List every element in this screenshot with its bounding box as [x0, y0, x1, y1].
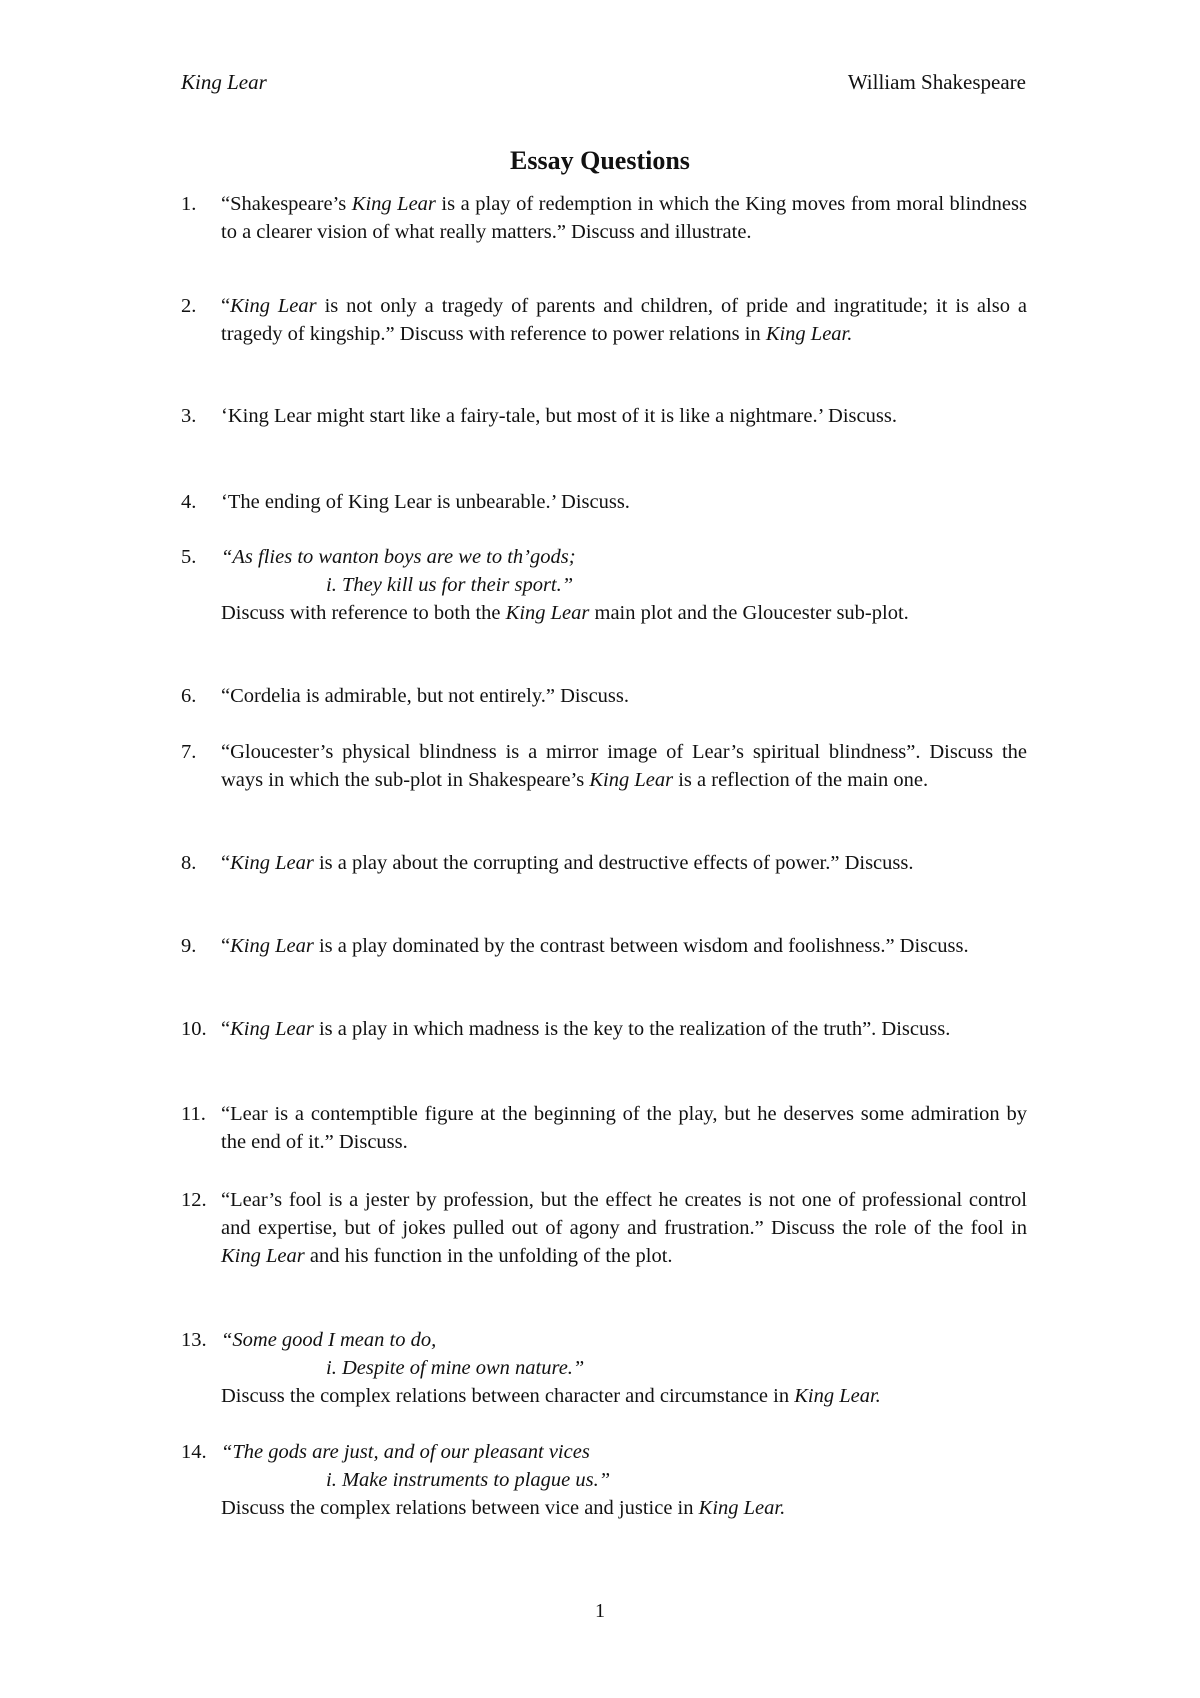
question-text: “King Lear is a play dominated by the contrast between wisdom and foolishness.” Discuss.: [221, 935, 969, 957]
question-text: “Shakespeare’s King Lear is a play of redemption in which the King moves from moral blindness to a clearer vision of what really matters.” Discuss and illustrate.: [221, 193, 1027, 243]
question-item: [181, 1186, 1027, 1270]
quote-line: “Some good I mean to do,: [221, 1329, 437, 1351]
question-item: [181, 1326, 1027, 1410]
question-text: ‘King Lear might start like a fairy-tale, but most of it is like a nightmare.’ Discuss.: [221, 405, 897, 427]
question-number: 2.: [181, 295, 197, 317]
question-number: 1.: [181, 193, 197, 215]
question-item: [181, 543, 1027, 627]
quote-line: i. Make instruments to plague us.”: [326, 1469, 611, 1491]
question-item: [181, 488, 1027, 516]
page-number: 1: [595, 1600, 605, 1622]
question-item: [181, 932, 1027, 960]
question-text: “Lear is a contemptible figure at the beginning of the play, but he deserves some admiration by the end of it.” Discuss.: [221, 1103, 1027, 1153]
question-prompt: Discuss the complex relations between character and circumstance in King Lear.: [221, 1385, 881, 1407]
question-number: 12.: [181, 1189, 207, 1211]
question-number: 13.: [181, 1329, 207, 1351]
question-number: 5.: [181, 546, 197, 568]
question-number: 8.: [181, 852, 197, 874]
question-text: “Lear’s fool is a jester by profession, but the effect he creates is not one of professional control and expertise, but of jokes pulled out of agony and frustration.” Discuss the role of the fool in King Lear and his function in the unfolding of the plot.: [221, 1189, 1027, 1267]
question-number: 14.: [181, 1441, 207, 1463]
question-text: “King Lear is not only a tragedy of parents and children, of pride and ingratitude; it is also a tragedy of kingship.” Discuss with reference to power relations in King Lear.: [221, 295, 1027, 345]
question-item: [181, 849, 1027, 877]
question-text: “Gloucester’s physical blindness is a mirror image of Lear’s spiritual blindness”. Discuss the ways in which the sub-plot in Shakespeare’s King Lear is a reflection of the main one.: [221, 741, 1027, 791]
question-text: [221, 1326, 1027, 1410]
quote-line: i. Despite of mine own nature.”: [326, 1357, 585, 1379]
question-text: [221, 543, 1027, 627]
quote-line: “The gods are just, and of our pleasant vices: [221, 1441, 590, 1463]
header-author: William Shakespeare: [847, 70, 1026, 94]
quote-line: i. They kill us for their sport.”: [326, 574, 574, 596]
question-item: [181, 682, 1027, 710]
question-item: [181, 402, 1027, 430]
question-item: [181, 738, 1027, 794]
question-text: [221, 1438, 1027, 1522]
question-text: ‘The ending of King Lear is unbearable.’ Discuss.: [221, 491, 630, 513]
question-number: 7.: [181, 741, 197, 763]
quote-line: “As flies to wanton boys are we to th’gods;: [221, 546, 576, 568]
question-number: 10.: [181, 1018, 207, 1040]
question-item: [181, 292, 1027, 348]
header-play-title: King Lear: [181, 70, 267, 94]
page-title: Essay Questions: [510, 146, 690, 175]
question-number: 4.: [181, 491, 197, 513]
question-item: [181, 1438, 1027, 1522]
question-prompt: Discuss with reference to both the King Lear main plot and the Gloucester sub-plot.: [221, 602, 909, 624]
question-item: [181, 1100, 1027, 1156]
question-text: “King Lear is a play about the corrupting and destructive effects of power.” Discuss.: [221, 852, 914, 874]
question-number: 3.: [181, 405, 197, 427]
question-item: [181, 1015, 1027, 1043]
question-prompt: Discuss the complex relations between vice and justice in King Lear.: [221, 1497, 786, 1519]
question-number: 9.: [181, 935, 197, 957]
question-number: 11.: [181, 1103, 206, 1125]
question-number: 6.: [181, 685, 197, 707]
question-text: “King Lear is a play in which madness is the key to the realization of the truth”. Discuss.: [221, 1018, 951, 1040]
question-text: “Cordelia is admirable, but not entirely.” Discuss.: [221, 685, 629, 707]
question-item: [181, 190, 1027, 246]
